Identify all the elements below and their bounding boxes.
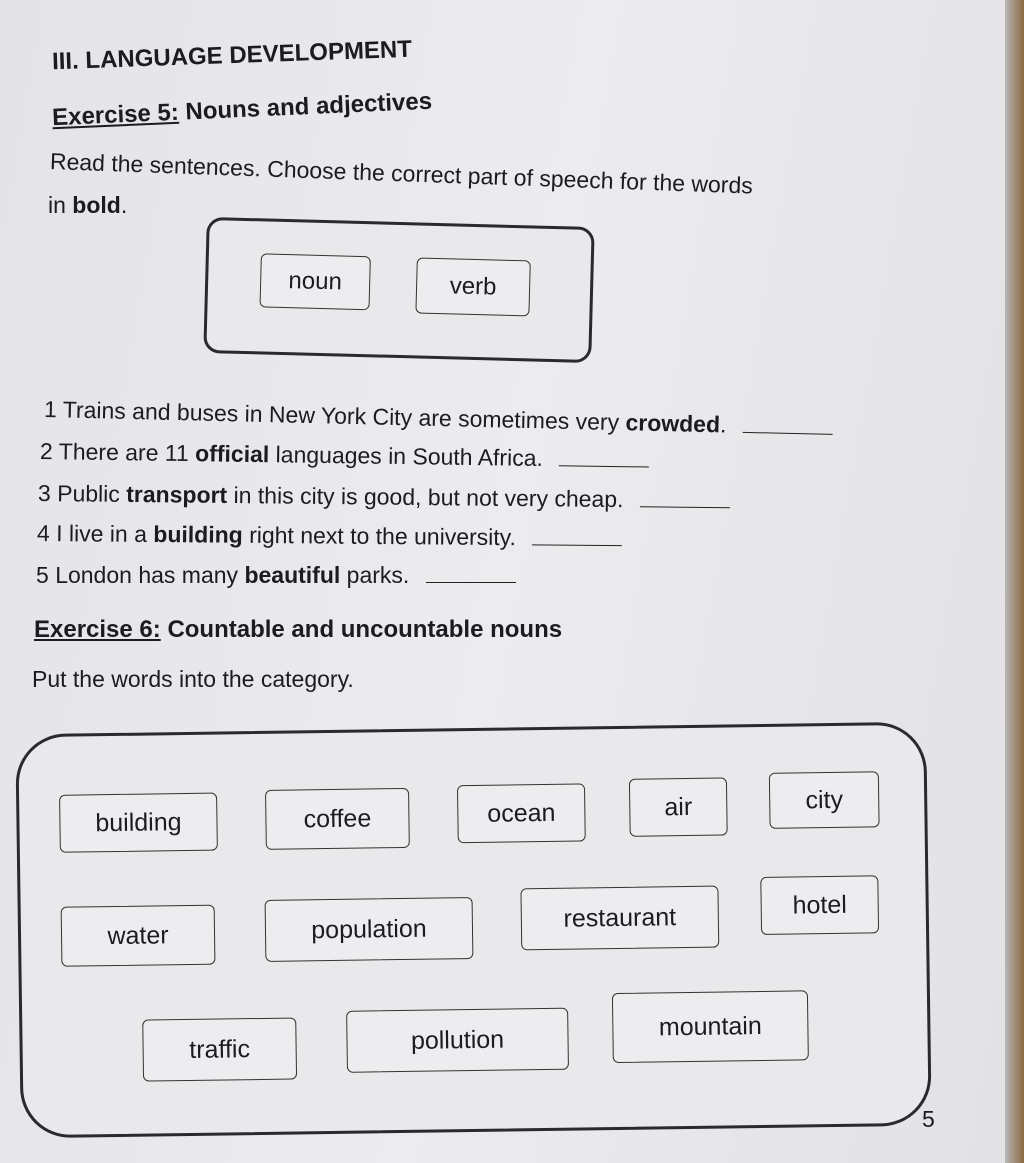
answer-blank[interactable] xyxy=(640,506,730,508)
exercise6-instruction: Put the words into the category. xyxy=(32,666,354,692)
answer-blank[interactable] xyxy=(743,432,833,435)
sentence-number: 5 xyxy=(36,562,49,588)
word-coffee: coffee xyxy=(265,788,410,850)
bold-word: beautiful xyxy=(244,562,341,588)
answer-blank[interactable] xyxy=(426,582,516,583)
word-hotel: hotel xyxy=(760,875,879,935)
word-category-box xyxy=(15,722,932,1139)
sentence-text: . xyxy=(719,411,727,438)
bold-word: official xyxy=(194,440,270,468)
sentence-3 xyxy=(38,480,730,514)
instruction-bold: bold xyxy=(72,192,121,218)
word-building: building xyxy=(59,793,218,853)
word-mountain: mountain xyxy=(612,990,809,1063)
word-city: city xyxy=(769,771,880,829)
sentence-text: languages in South Africa. xyxy=(269,441,544,472)
exercise6-heading xyxy=(34,616,562,644)
word-pollution: pollution xyxy=(346,1008,569,1073)
sentence-text: right next to the university. xyxy=(242,521,517,551)
exercise6-title: Countable and uncountable nouns xyxy=(167,616,563,643)
exercise6-label: Exercise 6: xyxy=(34,616,161,643)
sentence-text: I live in a xyxy=(56,520,154,548)
word-traffic: traffic xyxy=(142,1017,297,1081)
word-ocean: ocean xyxy=(457,783,586,843)
sentence-text: There are 11 xyxy=(58,438,196,467)
sentence-text: London has many xyxy=(55,562,245,588)
exercise5-title: Nouns and adjectives xyxy=(184,87,433,126)
instruction-end: . xyxy=(120,192,128,218)
sentence-text: parks. xyxy=(340,562,410,588)
option-noun: noun xyxy=(259,253,370,310)
page-number: 5 xyxy=(922,1106,935,1132)
sentence-number: 2 xyxy=(39,438,53,465)
instruction-text: in xyxy=(48,192,66,218)
exercise5-instruction-line2 xyxy=(48,192,127,219)
sentence-text: Public xyxy=(57,480,127,507)
word-air: air xyxy=(629,777,728,836)
bold-word: crowded xyxy=(625,409,721,438)
word-population: population xyxy=(265,897,474,962)
bold-word: transport xyxy=(126,480,228,508)
sentence-text: Trains and buses in New York City are sometimes very xyxy=(62,396,626,436)
answer-blank[interactable] xyxy=(532,544,622,546)
bold-word: building xyxy=(153,521,243,548)
sentence-number: 1 xyxy=(43,396,58,423)
sentence-5 xyxy=(36,562,516,589)
exercise5-instruction-line1: Read the sentences. Choose the correct part of speech for the words xyxy=(49,148,754,199)
sentence-number: 4 xyxy=(36,520,50,547)
section-title: III. LANGUAGE DEVELOPMENT xyxy=(51,35,413,76)
sentence-text: in this city is good, but not very cheap. xyxy=(227,481,624,513)
answer-blank[interactable] xyxy=(559,465,649,467)
part-of-speech-box xyxy=(203,217,594,363)
word-restaurant: restaurant xyxy=(520,886,719,951)
exercise5-label: Exercise 5: xyxy=(51,98,180,132)
sentence-number: 3 xyxy=(37,480,51,507)
sentence-2 xyxy=(40,438,650,474)
option-verb: verb xyxy=(415,257,530,316)
sentence-4 xyxy=(37,520,623,552)
desk-edge xyxy=(1005,0,1024,1163)
word-water: water xyxy=(61,905,216,967)
exercise5-heading xyxy=(52,88,433,133)
sentence-1 xyxy=(44,396,833,441)
